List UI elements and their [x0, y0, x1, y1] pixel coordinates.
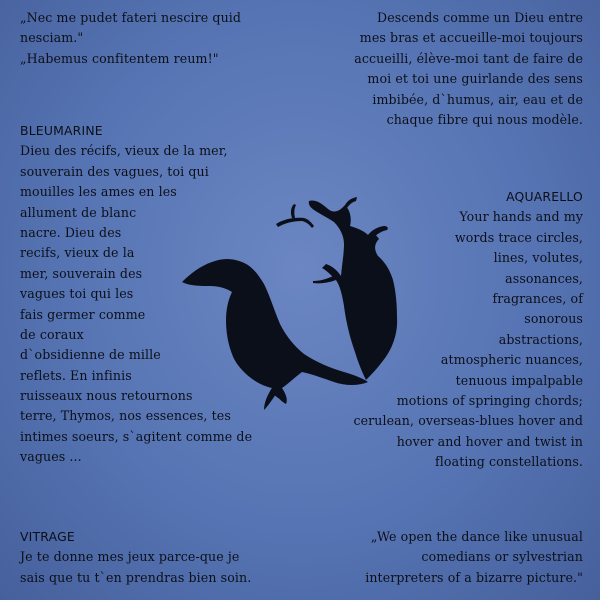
french-intro-line: imbibée, d`humus, air, eau et de	[372, 91, 583, 107]
bleumarine-title: BLEUMARINE	[20, 123, 103, 138]
bleumarine-line: de coraux	[20, 326, 84, 342]
aquarello-line: words trace circles,	[454, 229, 583, 245]
bleumarine-line: vagues ...	[20, 449, 82, 465]
bleumarine-line: reflets. En infinis	[20, 367, 132, 383]
latin-quote-line: „Nec me pudet fateri nescire quid	[20, 10, 242, 25]
aquarello-title: AQUARELLO	[506, 189, 583, 204]
aquarello-line: cerulean, overseas-blues hover and	[353, 413, 583, 429]
latin-quote-line: „Habemus confitentem reum!"	[20, 50, 219, 66]
french-intro-line: Descends comme un Dieu entre	[377, 10, 583, 25]
closing-quote-line: „We open the dance like unusual	[370, 529, 583, 544]
aquarello-line: sonorous	[524, 311, 583, 327]
bleumarine-line: d`obsidienne de mille	[20, 347, 161, 363]
aquarello-line: assonances,	[505, 270, 583, 286]
bleumarine-line: Dieu des récifs, vieux de la mer,	[20, 143, 228, 159]
french-intro-line: chaque fibre qui nous modèle.	[386, 111, 583, 127]
bleumarine-line: mouilles les ames en les	[20, 184, 177, 200]
bleumarine-line: terre, Thymos, nos essences, tes	[20, 408, 231, 424]
aquarello-line: floating constellations.	[435, 454, 583, 470]
vitrage-line: Je te donne mes jeux parce-que je	[20, 549, 240, 565]
aquarello-line: motions of springing chords;	[396, 392, 583, 408]
bleumarine-line: nacre. Dieu des	[20, 224, 122, 240]
bleumarine-line: recifs, vieux de la	[20, 245, 135, 261]
bleumarine-line: mer, souverain des	[20, 265, 143, 281]
bleumarine-line: fais germer comme	[20, 306, 146, 322]
french-intro-line: moi et toi une guirlande des sens	[367, 71, 583, 87]
bleumarine-line: vagues toi qui les	[20, 286, 134, 302]
bleumarine-line: allument de blanc	[20, 204, 137, 220]
aquarello-line: lines, volutes,	[493, 250, 583, 266]
bleumarine-line: intimes soeurs, s`agitent comme de	[20, 428, 253, 444]
french-intro-line: accueilli, élève-moi tant de faire de	[354, 50, 583, 66]
french-intro-line: mes bras et accueille-moi toujours	[359, 30, 583, 46]
latin-quote-line: nesciam."	[20, 30, 84, 46]
aquarello-line: Your hands and my	[459, 209, 583, 225]
closing-quote-line: comedians or sylvestrian	[421, 549, 583, 565]
vitrage-title: VITRAGE	[20, 529, 75, 544]
closing-quote-line: interpreters of a bizarre picture."	[365, 569, 583, 585]
bleumarine-line: ruisseaux nous retournons	[20, 388, 193, 404]
aquarello-line: hover and hover and twist in	[396, 433, 583, 449]
aquarello-line: atmospheric nuances,	[440, 352, 583, 368]
aquarello-line: abstractions,	[498, 331, 583, 347]
vitrage-line: sais que tu t`en prendras bien soin.	[20, 569, 252, 585]
aquarello-line: fragrances, of	[492, 290, 583, 306]
bleumarine-line: souverain des vagues, toi qui	[20, 163, 209, 179]
aquarello-line: tenuous impalpable	[455, 372, 583, 388]
